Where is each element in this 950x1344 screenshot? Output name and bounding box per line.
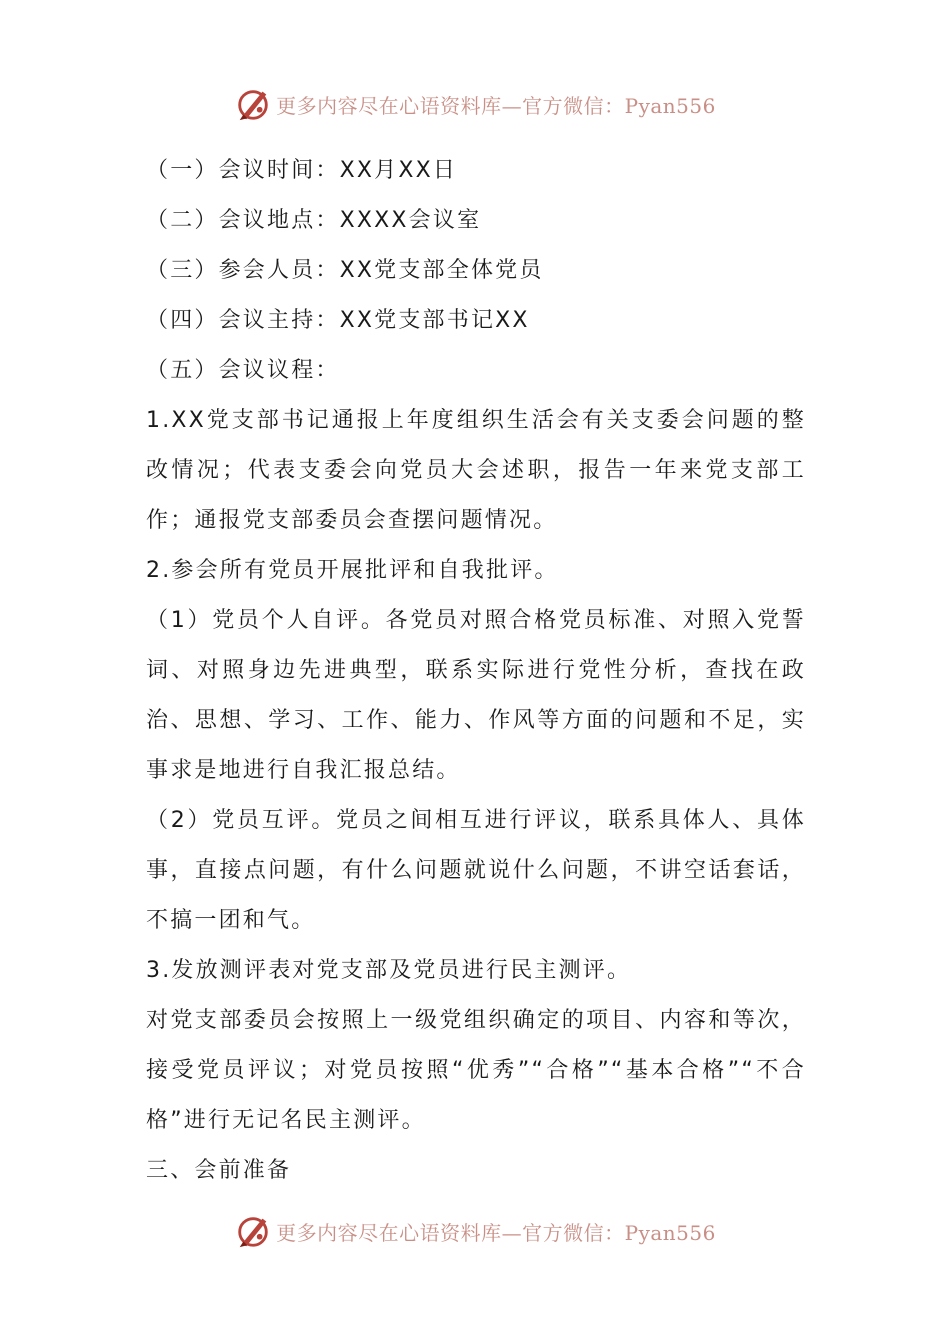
header-banner-text: 更多内容尽在心语资料库—官方微信：Pyan556 [276,93,716,118]
meeting-attendees: （三）参会人员：XX党支部全体党员 [146,258,544,283]
pen-brush-logo-icon [234,85,272,123]
agenda-item-2: 2.参会所有党员开展批评和自我批评。 [146,558,559,583]
header-banner [0,84,950,124]
meeting-agenda-heading: （五）会议议程： [146,358,340,383]
meeting-location: （二）会议地点：XXXX会议室 [146,208,482,233]
section-heading-preparation: 三、会前准备 [146,1158,292,1183]
meeting-host: （四）会议主持：XX党支部书记XX [146,308,530,333]
meeting-time: （一）会议时间：XX月XX日 [146,158,458,183]
footer-banner-text: 更多内容尽在心语资料库—官方微信：Pyan556 [276,1220,716,1245]
document-body [146,146,806,1196]
agenda-item-2-sub-2: （2）党员互评。党员之间相互进行评议，联系具体人、具体事，直接点问题，有什么问题就说什么问题，不讲空话套话，不搞一团和气。 [146,808,806,933]
agenda-item-1: 1.XX党支部书记通报上年度组织生活会有关支委会问题的整改情况；代表支委会向党员大会述职，报告一年来党支部工作；通报党支部委员会查摆问题情况。 [146,408,806,533]
pen-brush-logo-icon [234,1212,272,1250]
agenda-item-3-detail: 对党支部委员会按照上一级党组织确定的项目、内容和等次，接受党员评议；对党员按照“优秀”“合格”“基本合格”“不合格”进行无记名民主测评。 [146,1008,806,1133]
footer-banner [0,1211,950,1251]
agenda-item-3: 3.发放测评表对党支部及党员进行民主测评。 [146,958,632,983]
agenda-item-2-sub-1: （1）党员个人自评。各党员对照合格党员标准、对照入党誓词、对照身边先进典型，联系实际进行党性分析，查找在政治、思想、学习、工作、能力、作风等方面的问题和不足，实事求是地进行自我汇报总结。 [146,608,806,783]
